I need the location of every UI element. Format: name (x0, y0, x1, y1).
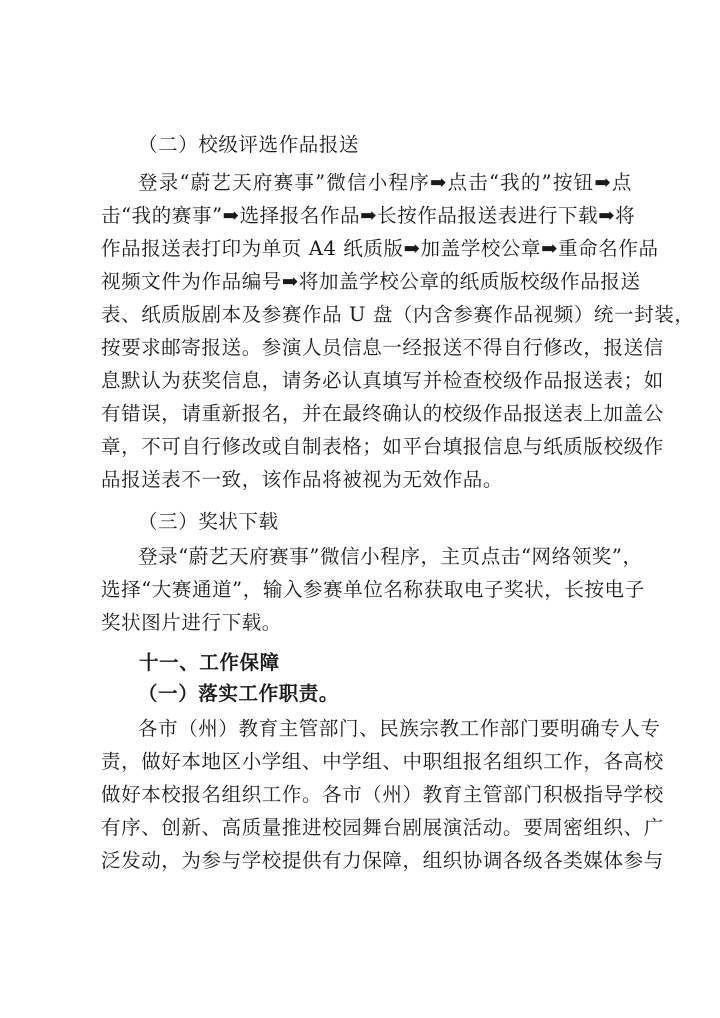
paragraph-line: 章，不可自行修改或自制表格；如平台填报信息与纸质版校级作 (101, 435, 664, 458)
section-heading-responsibilities: （一）落实工作职责。 (138, 682, 340, 705)
paragraph-line: 作品报送表打印为单页 A4 纸质版➡加盖学校公章➡重命名作品 (101, 237, 659, 260)
paragraph-line: 各市（州）教育主管部门、民族宗教工作部门要明确专人专 (138, 717, 661, 740)
paragraph-line: 按要求邮寄报送。参演人员信息一经报送不得自行修改，报送信 (101, 336, 664, 359)
paragraph-line: 有错误，请重新报名，并在最终确认的校级作品报送表上加盖公 (101, 402, 664, 425)
paragraph-line: 做好本校报名组织工作。各市（州）教育主管部门积极指导学校 (101, 783, 664, 806)
paragraph-line: 有序、创新、高质量推进校园舞台剧展演活动。要周密组织、广 (101, 816, 664, 839)
paragraph-line: 奖状图片进行下载。 (101, 611, 282, 634)
paragraph-line: 视频文件为作品编号➡将加盖学校公章的纸质版校级作品报送 (101, 270, 641, 293)
paragraph-line: 泛发动，为参与学校提供有力保障，组织协调各级各类媒体参与 (101, 849, 664, 872)
chapter-heading-work-guarantee: 十一、工作保障 (139, 651, 280, 674)
paragraph-line: 登录“蔚艺天府赛事”微信小程序➡点击“我的”按钮➡点 (138, 171, 632, 194)
paragraph-line: 表、纸质版剧本及参赛作品 U 盘（内含参赛作品视频）统一封装， (101, 303, 695, 326)
paragraph-line: 品报送表不一致，该作品将被视为无效作品。 (101, 468, 504, 491)
section-heading-school-selection: （二）校级评选作品报送 (138, 133, 360, 156)
paragraph-line: 责，做好本地区小学组、中学组、中职组报名组织工作，各高校 (101, 750, 664, 773)
paragraph-line: 击“我的赛事”➡选择报名作品➡长按作品报送表进行下载➡将 (101, 204, 636, 227)
paragraph-line: 息默认为获奖信息，请务必认真填写并检查校级作品报送表；如 (101, 369, 664, 392)
paragraph-line: 选择“大赛通道”，输入参赛单位名称获取电子奖状，长按电子 (101, 578, 645, 601)
paragraph-line: 登录“蔚艺天府赛事”微信小程序，主页点击“网络领奖”， (138, 545, 643, 568)
section-heading-certificate-download: （三）奖状下载 (138, 510, 279, 533)
